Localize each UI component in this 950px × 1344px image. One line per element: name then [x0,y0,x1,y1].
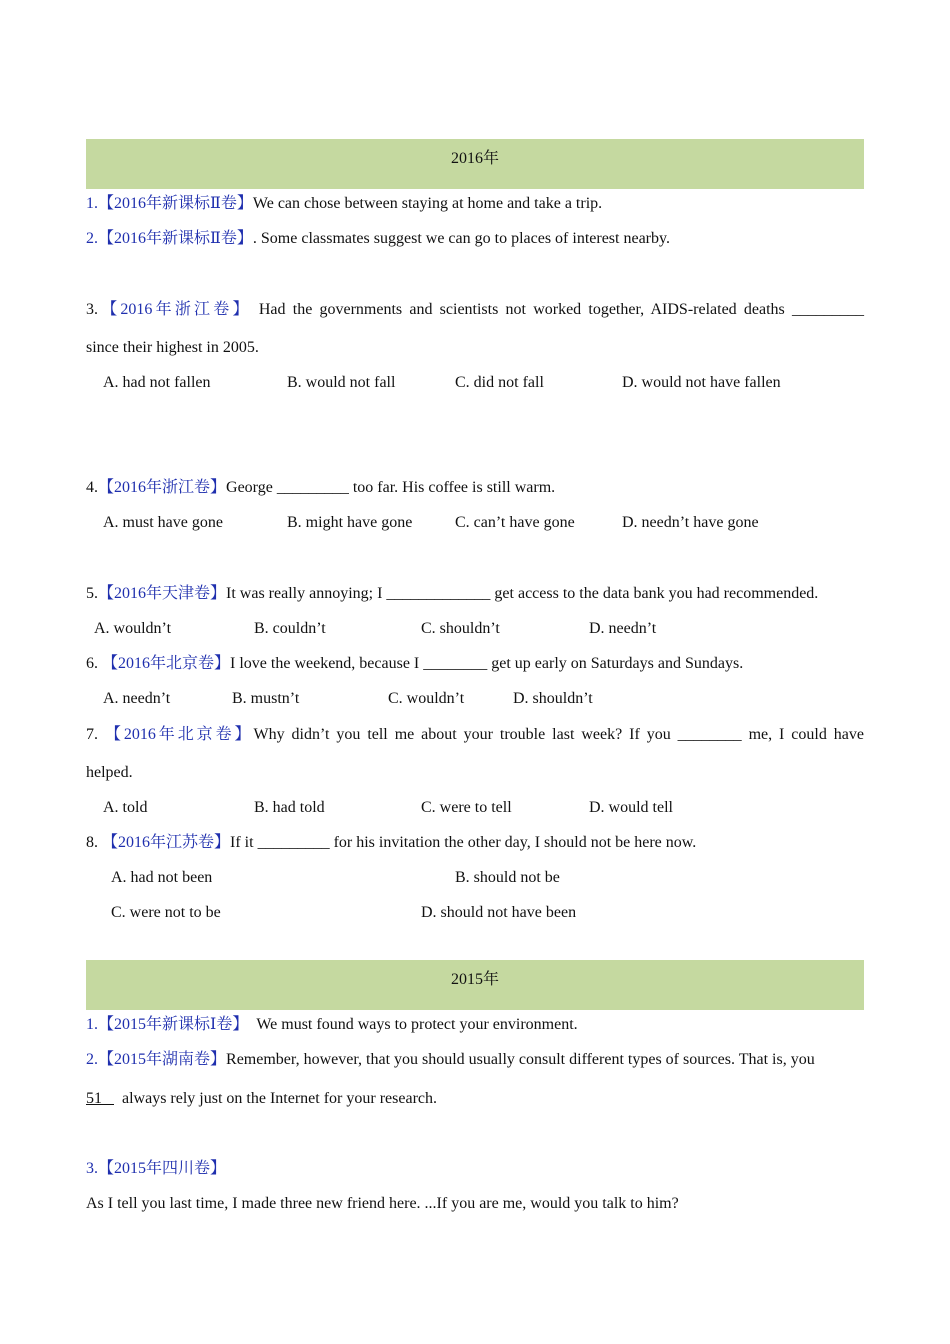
question-number: 8. [86,834,98,851]
option-d: D. needn’t [589,620,657,637]
option-a: A. had not been [111,869,213,886]
question-text: I love the weekend, because I ________ get up early on Saturdays and Sundays. [230,655,744,672]
question-number: 3. [86,1160,98,1177]
question-2015-3-text [86,1194,679,1214]
question-2016-1 [86,194,602,214]
question-source: 【2015年新课标Ⅰ卷】 [98,1016,249,1033]
question-number: 7. [86,726,98,743]
question-number: 4. [86,479,98,496]
year-label: 2016年 [450,150,499,167]
year-header-2015 [86,960,864,1010]
question-text-continued: helped. [86,764,133,781]
option-a: A. wouldn’t [94,620,172,637]
option-c: C. wouldn’t [388,690,465,707]
option-d: D. needn’t have gone [622,514,759,531]
year-label: 2015年 [450,971,499,988]
question-2016-5 [86,584,818,604]
question-text: Had the governments and scientists not worked together, AIDS-related deaths _________ [251,301,864,318]
question-2016-2 [86,229,670,249]
question-number: 2. [86,230,98,247]
question-text: It was really annoying; I _____________ get access to the data bank you had recommended. [226,585,819,602]
question-number: 1. [86,195,98,212]
question-source: 【2016年天津卷】 [98,585,227,602]
question-text: We can chose between staying at home and take a trip. [252,195,603,212]
option-a: A. told [103,799,148,816]
option-b: B. couldn’t [254,620,326,637]
option-c: C. shouldn’t [421,620,500,637]
question-source: 【2016年新课标Ⅱ卷】 [98,195,253,212]
option-b: B. had told [254,799,325,816]
option-c: C. can’t have gone [455,514,575,531]
question-2015-3 [86,1159,226,1179]
option-d: D. should not have been [421,904,577,921]
question-number: 1. [86,1016,98,1033]
question-source: 【2016年北京卷】 [102,655,231,672]
year-header-2016 [86,139,864,189]
question-source: 【2016年江苏卷】 [102,834,231,851]
question-2016-7-continued [86,763,133,783]
question-text-continued: since their highest in 2005. [86,339,259,356]
question-source: 【2015年四川卷】 [98,1160,227,1177]
question-2015-2-continued [86,1089,437,1109]
question-2016-4 [86,478,555,498]
question-text: If it _________ for his invitation the other day, I should not be here now. [230,834,697,851]
question-text: Why didn’t you tell me about your trouble last week? If you ________ me, I could have [253,726,864,743]
question-2015-2 [86,1050,815,1070]
question-text: Remember, however, that you should usually consult different types of sources. That is, you [226,1051,815,1068]
option-d: D. shouldn’t [513,690,593,707]
option-d: D. would tell [589,799,673,816]
option-c: C. did not fall [455,374,544,391]
question-2016-6 [86,654,743,674]
question-number: 2. [86,1051,98,1068]
option-c: C. were to tell [421,799,512,816]
question-source: 【2016年浙江卷】 [98,479,227,496]
question-source: 【2016年新课标Ⅱ卷】 [98,230,253,247]
question-2015-1 [86,1015,578,1035]
question-source: 【2016年浙江卷】 [98,301,252,318]
question-2016-3-continued [86,338,259,358]
answer-blank: 51 [86,1090,114,1107]
question-number: 6. [86,655,98,672]
question-text: George _________ too far. His coffee is still warm. [226,479,556,496]
question-text-continued: always rely just on the Internet for your research. [114,1090,437,1107]
option-b: B. should not be [455,869,560,886]
question-text: We must found ways to protect your environment. [248,1016,578,1033]
question-2016-3 [86,300,864,320]
option-a: A. had not fallen [103,374,211,391]
question-2016-8 [86,833,696,853]
option-c: C. were not to be [111,904,221,921]
question-text: . Some classmates suggest we can go to places of interest nearby. [252,230,670,247]
option-b: B. mustn’t [232,690,300,707]
option-b: B. might have gone [287,514,413,531]
question-number: 3. [86,301,98,318]
option-d: D. would not have fallen [622,374,781,391]
option-a: A. must have gone [103,514,223,531]
question-source: 【2016年北京卷】 [104,726,254,743]
option-b: B. would not fall [287,374,396,391]
question-text: As I tell you last time, I made three new friend here. ...If you are me, would you talk to him? [86,1195,679,1212]
question-source: 【2015年湖南卷】 [98,1051,227,1068]
question-2016-7 [86,725,864,745]
question-number: 5. [86,585,98,602]
option-a: A. needn’t [103,690,171,707]
